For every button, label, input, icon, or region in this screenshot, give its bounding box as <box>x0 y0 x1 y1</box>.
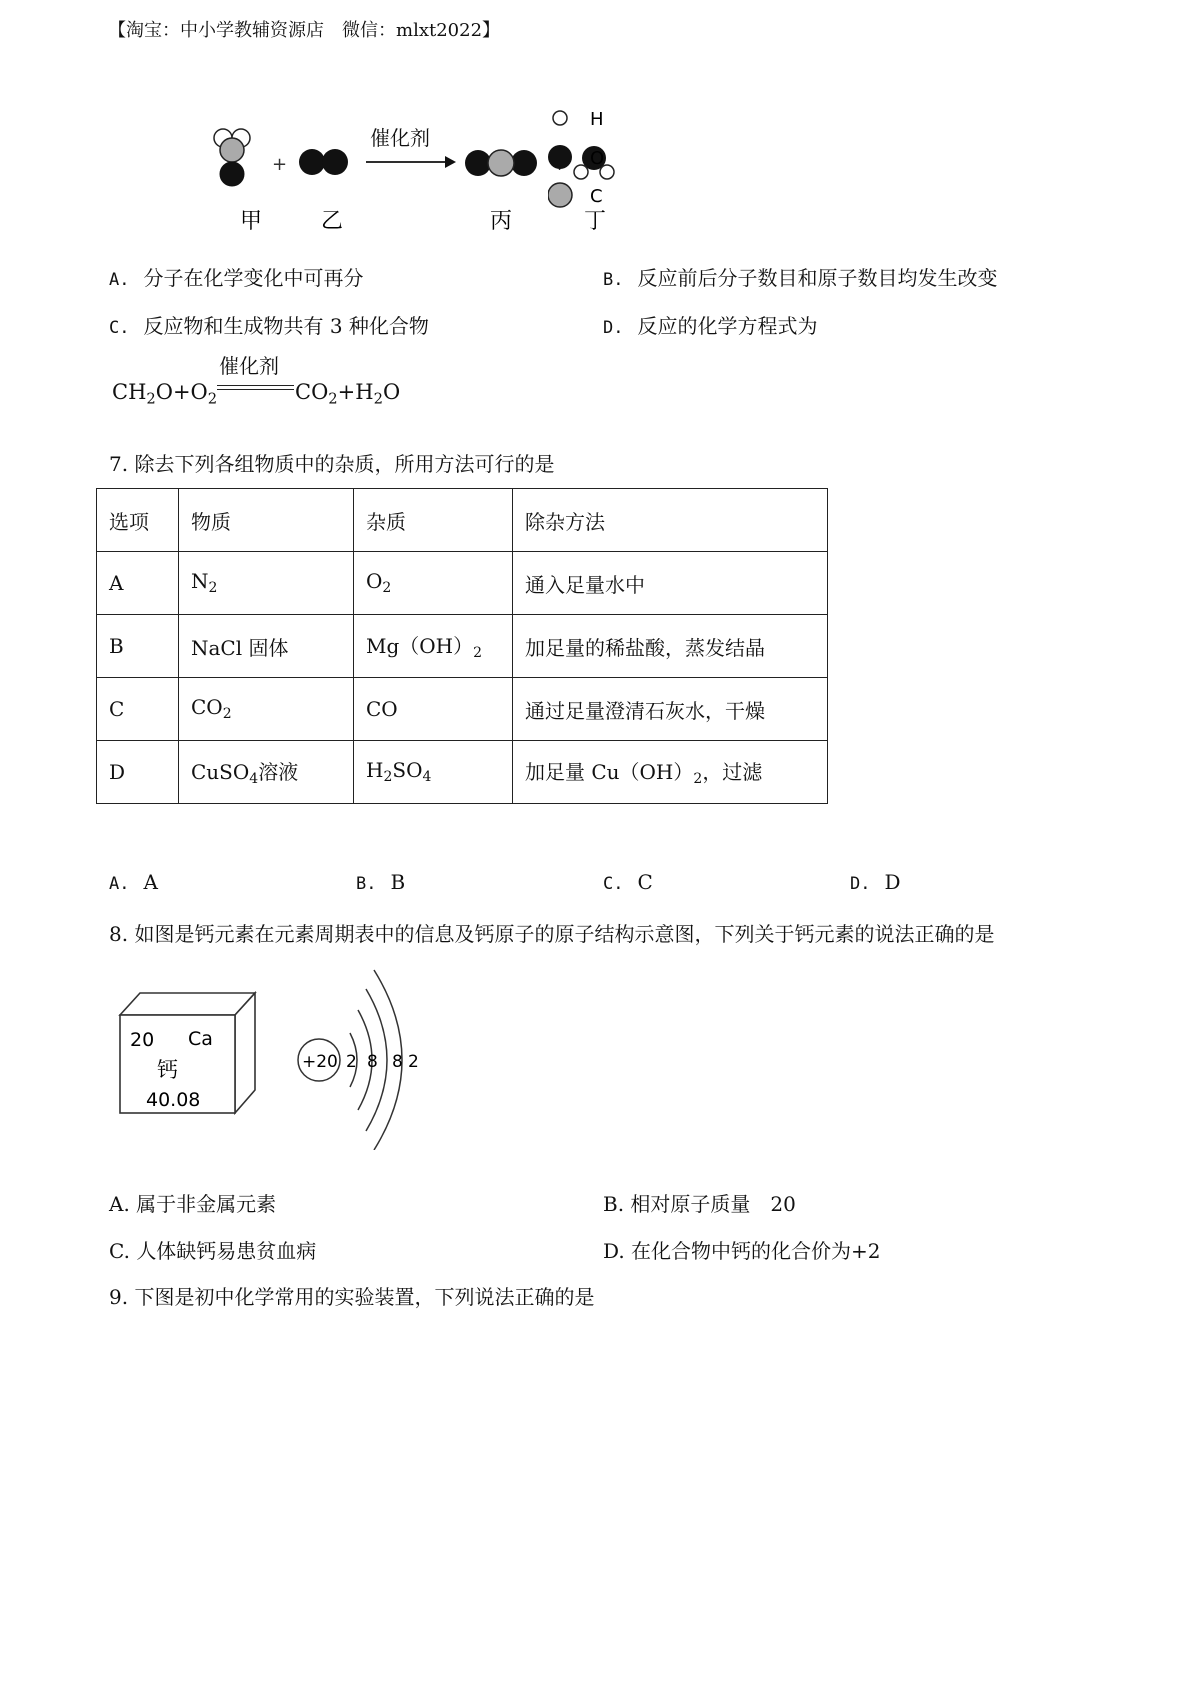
legend-c: C <box>590 186 603 207</box>
header-cell: 物质 <box>179 489 354 552</box>
equation-bar <box>217 389 294 390</box>
label-yi: 乙 <box>321 209 344 234</box>
q7-table <box>96 488 828 804</box>
label-jia: 甲 <box>240 209 263 234</box>
header-cell: 杂质 <box>354 489 513 552</box>
chemical-equation <box>112 352 412 412</box>
q6-option-c[interactable]: C. 反应物和生成物共有 3 种化合物 <box>109 314 429 338</box>
atomic-number: 20 <box>130 1029 155 1051</box>
q7-stem: 7. 除去下列各组物质中的杂质，所用方法可行的是 <box>109 452 555 476</box>
shell-electrons: 2 <box>346 1052 357 1072</box>
q8-stem: 8. 如图是钙元素在元素周期表中的信息及钙原子的原子结构示意图，下列关于钙元素的说法正确的是 <box>109 922 995 946</box>
q6-option-b[interactable]: B. 反应前后分子数目和原子数目均发生改变 <box>603 266 998 290</box>
q7-option-d[interactable]: D. D <box>850 870 901 894</box>
reaction-diagram <box>100 100 620 240</box>
q7-option-c[interactable]: C. C <box>603 870 653 894</box>
equation-catalyst: 催化剂 <box>219 354 279 378</box>
equation-reactants: $CH_2O+O_2$ <box>112 380 218 408</box>
shell-electrons: 8 <box>392 1052 403 1072</box>
legend-o: O <box>590 148 605 169</box>
page-header: 【淘宝：中小学教辅资源店 微信：mlxt2022】 <box>108 20 501 41</box>
reaction-arrow <box>366 156 456 168</box>
table-row: C $CO_2$ CO 通过足量澄清石灰水，干燥 <box>97 678 828 741</box>
plus-sign: + <box>272 154 288 175</box>
q9-stem: 9. 下图是初中化学常用的实验装置，下列说法正确的是 <box>109 1285 595 1309</box>
shell-electrons: 8 <box>367 1052 378 1072</box>
periodic-cell <box>110 985 270 1130</box>
atom-legend <box>548 104 618 214</box>
q7-option-a[interactable]: A. A <box>109 870 158 894</box>
element-symbol: Ca <box>188 1028 213 1050</box>
atomic-mass: 40.08 <box>146 1089 201 1111</box>
equation-products: $CO_2+H_2O$ <box>295 380 401 408</box>
molecule-yi <box>299 149 348 175</box>
q6-option-d[interactable]: D. 反应的化学方程式为 <box>603 314 818 338</box>
element-name: 钙 <box>157 1058 178 1082</box>
table-row: B NaCl 固体 $Mg(OH)_2$ 加足量的稀盐酸，蒸发结晶 <box>97 615 828 678</box>
nucleus-charge: +20 <box>302 1052 338 1072</box>
header-cell: 选项 <box>97 489 179 552</box>
legend-h: H <box>590 109 604 130</box>
q8-option-a[interactable]: A. 属于非金属元素 <box>109 1192 277 1216</box>
catalyst-label: 催化剂 <box>370 126 430 150</box>
q8-option-c[interactable]: C. 人体缺钙易患贫血病 <box>109 1239 317 1263</box>
molecule-bing <box>465 150 537 176</box>
label-bing: 丙 <box>490 209 513 234</box>
equation-bar <box>217 385 294 386</box>
label-ding: 丁 <box>584 209 607 234</box>
table-row: A $N_2$ $O_2$ 通入足量水中 <box>97 552 828 615</box>
shell-electrons: 2 <box>408 1052 419 1072</box>
molecule-jia <box>214 129 250 186</box>
q8-option-b[interactable]: B. 相对原子质量 20 <box>603 1192 796 1216</box>
q7-option-b[interactable]: B. B <box>356 870 406 894</box>
atom-structure <box>290 965 430 1150</box>
header-cell: 除杂方法 <box>513 489 828 552</box>
table-row: D CuSO$_4$溶液 $H_2SO_4$ 加足量 $Cu(OH)_2$，过滤 <box>97 741 828 804</box>
q6-option-a[interactable]: A. 分子在化学变化中可再分 <box>109 266 364 290</box>
q8-option-d[interactable]: D. 在化合物中钙的化合价为+2 <box>603 1239 881 1263</box>
table-header-row <box>97 489 828 552</box>
